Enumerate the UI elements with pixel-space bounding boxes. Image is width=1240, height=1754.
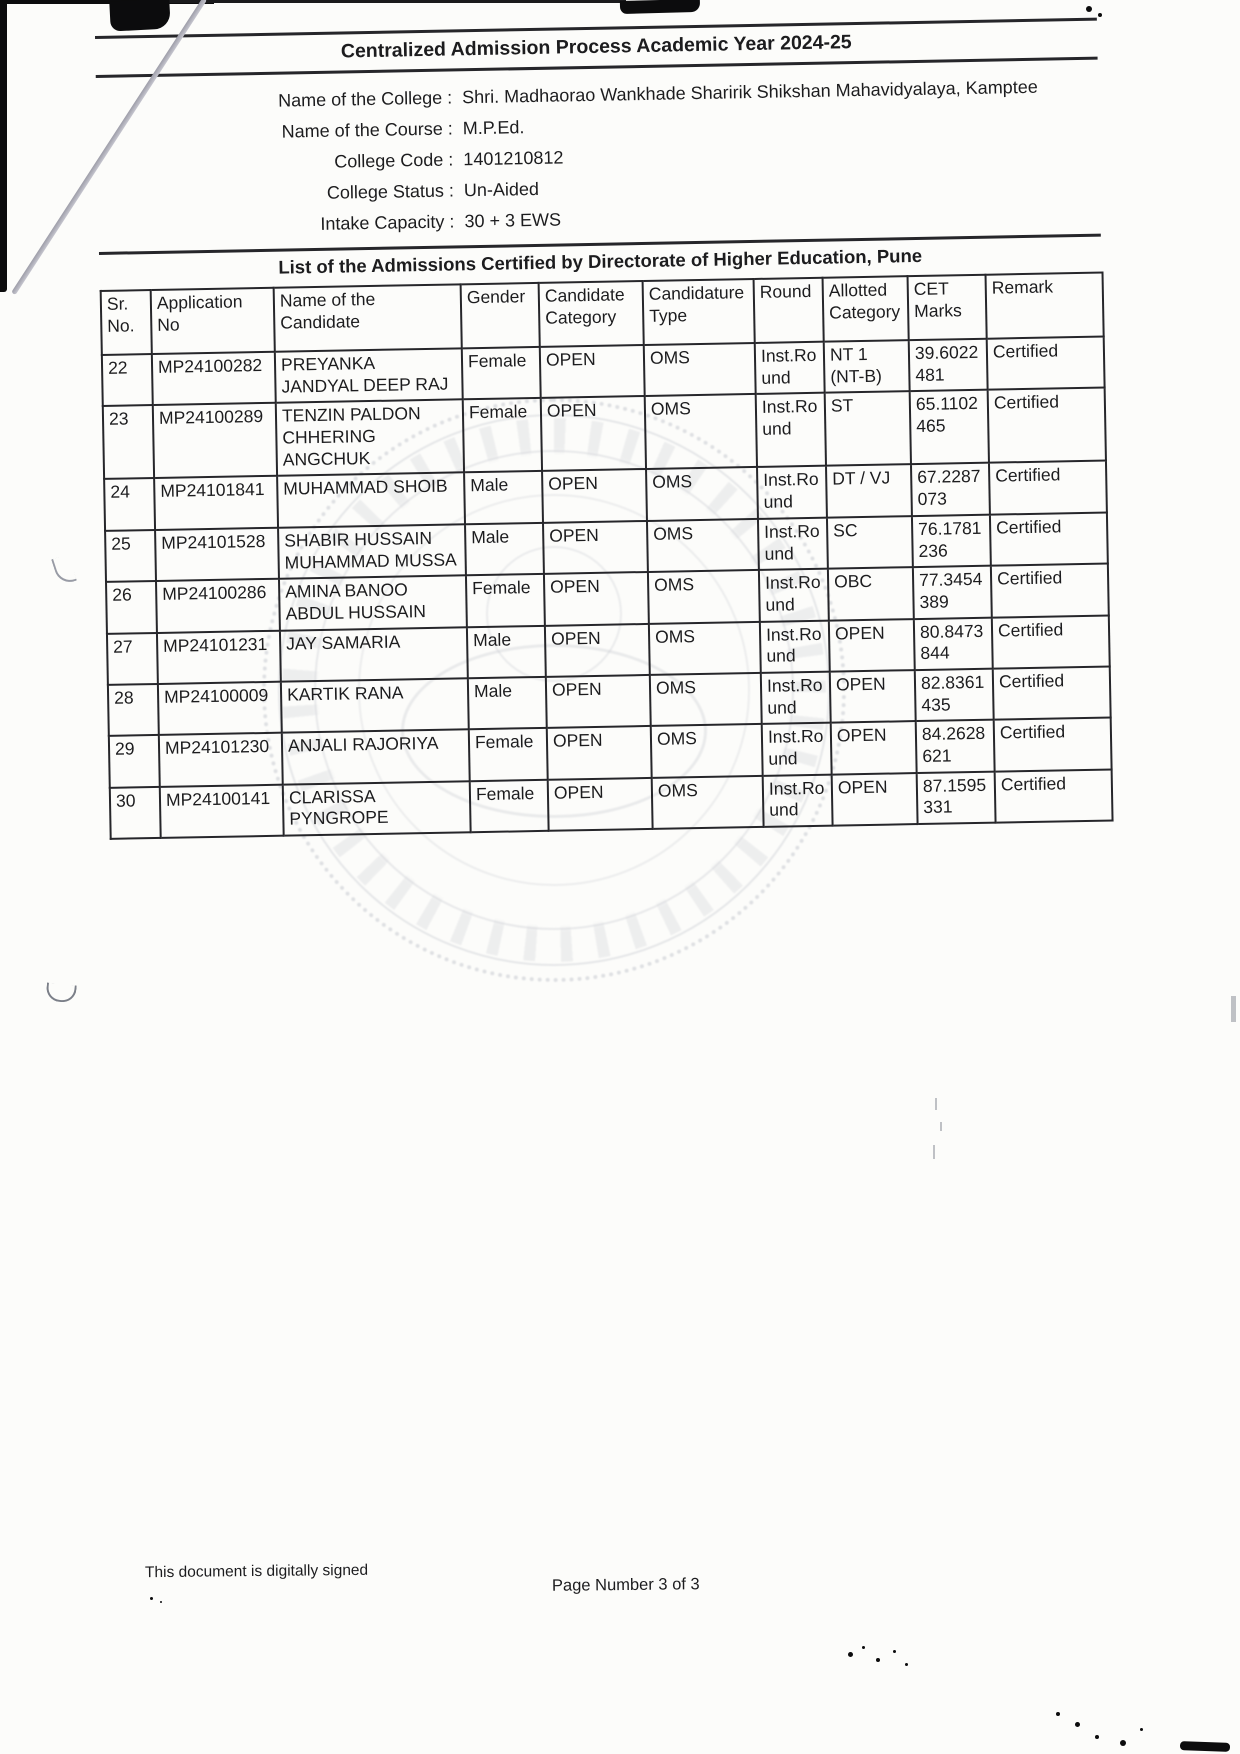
scan-artifact-speck	[1056, 1712, 1060, 1716]
cell: Certified	[988, 388, 1106, 463]
cell: Female	[466, 574, 545, 627]
cell: ST	[825, 392, 911, 467]
cell: TENZIN PALDON CHHERING ANGCHUK	[276, 400, 464, 476]
cell: OPEN	[830, 670, 916, 723]
column-header: Sr. No.	[101, 290, 152, 355]
scan-artifact-dot	[1098, 13, 1102, 17]
college-info-block	[96, 60, 1101, 252]
cell: OMS	[644, 343, 756, 396]
cell: OMS	[650, 673, 762, 726]
scan-artifact-speck	[893, 1650, 896, 1653]
cell: Inst.Round	[756, 393, 826, 467]
column-header: Gender	[461, 283, 540, 348]
cell: OMS	[645, 394, 757, 469]
cell: MP24100009	[158, 682, 282, 736]
cell: 87.1595331	[917, 771, 996, 824]
cell: 24	[104, 478, 155, 530]
scan-artifact-top-line	[168, 0, 626, 3]
cell: 80.8473844	[914, 617, 993, 670]
cell: OMS	[649, 621, 761, 674]
cell: OMS	[647, 519, 759, 572]
scan-artifact-dot	[1086, 6, 1092, 12]
cell: 28	[108, 684, 159, 736]
cell: MP24101231	[157, 630, 281, 684]
cell: SHABIR HUSSAIN MUHAMMAD MUSSA	[278, 524, 466, 579]
info-label: College Code :	[334, 149, 454, 172]
column-header: Name of the Candidate	[274, 284, 462, 351]
document-title: Centralized Admission Process Academic Year 2024-25	[95, 18, 1098, 78]
cell: OMS	[651, 724, 763, 777]
cell: MP24101528	[155, 528, 279, 582]
scanned-document	[95, 18, 1112, 840]
cell: OMS	[646, 467, 758, 520]
cell: Inst.Round	[758, 517, 828, 570]
cell: MP24101841	[154, 476, 278, 530]
cell: MP24100289	[153, 403, 277, 478]
scan-artifact-pen-mark	[45, 982, 77, 1003]
scan-artifact-blob	[109, 0, 170, 32]
cell: 39.6022481	[909, 339, 988, 392]
cell: NT 1 (NT-B)	[824, 340, 910, 393]
column-header: CET Marks	[908, 275, 987, 340]
scan-artifact-speck	[1120, 1740, 1126, 1746]
cell: Certified	[987, 337, 1105, 391]
cell: Certified	[992, 615, 1110, 669]
cell: Female	[469, 728, 548, 781]
cell: OPEN	[544, 572, 649, 625]
scan-artifact-top-mark	[620, 0, 700, 14]
scan-artifact-smear	[1180, 1741, 1230, 1752]
column-header: Application No	[151, 288, 275, 354]
column-header: Candidate Category	[539, 281, 644, 347]
column-header: Remark	[986, 273, 1104, 339]
cell: AMINA BANOO ABDUL HUSSAIN	[279, 575, 467, 630]
cell: Inst.Round	[755, 342, 825, 395]
scan-artifact-streak	[940, 1122, 942, 1131]
cell: OMS	[648, 570, 760, 623]
cell: 30	[110, 787, 161, 839]
cell: Certified	[994, 718, 1112, 772]
column-header: Round	[754, 278, 824, 343]
cell: Female	[462, 347, 541, 400]
cell: OPEN	[545, 624, 650, 677]
scan-artifact-speck	[1095, 1735, 1099, 1739]
cell: Inst.Round	[757, 466, 827, 519]
cell: 23	[103, 405, 154, 479]
cell: Female	[470, 780, 549, 833]
scan-artifact-speck	[905, 1663, 908, 1666]
cell: OMS	[652, 776, 764, 829]
cell: PREYANKA JANDYAL DEEP RAJ	[275, 348, 463, 403]
cell: 26	[106, 581, 157, 633]
cell: Certified	[995, 769, 1113, 823]
cell: CLARISSA PYNGROPE	[283, 781, 471, 836]
scan-artifact-streak	[933, 1145, 935, 1159]
scan-artifact-streak	[1231, 996, 1236, 1022]
cell: 77.3454389	[913, 566, 992, 619]
cell: DT / VJ	[826, 465, 912, 518]
cell: 27	[107, 633, 158, 685]
scan-artifact-speck	[862, 1646, 865, 1649]
cell: 25	[105, 530, 156, 582]
scan-artifact-left-edge	[0, 0, 7, 292]
page-number: Page Number 3 of 3	[551, 1575, 700, 1595]
info-value: 30 + 3 EWS	[464, 209, 562, 232]
column-header: Allotted Category	[823, 276, 909, 342]
cell: 65.1102465	[910, 390, 989, 464]
cell: Inst.Round	[762, 723, 832, 776]
cell: Inst.Round	[760, 620, 830, 673]
cell: MP24100286	[156, 579, 280, 633]
cell: KARTIK RANA	[281, 678, 469, 733]
cell: 67.2287073	[911, 463, 990, 516]
cell: OPEN	[541, 396, 646, 471]
cell: MP24100141	[160, 784, 284, 838]
cell: OPEN	[547, 726, 652, 779]
column-header: Candidature Type	[643, 279, 755, 345]
cell: SC	[827, 516, 913, 569]
cell: Certified	[990, 512, 1108, 566]
info-value: 1401210812	[463, 147, 564, 170]
cell: Inst.Round	[763, 774, 833, 827]
info-label: Name of the Course :	[281, 118, 453, 142]
cell: JAY SAMARIA	[280, 627, 468, 682]
cell: 29	[109, 735, 160, 787]
cell: Certified	[989, 461, 1107, 515]
scan-artifact-speck	[876, 1658, 880, 1662]
info-label: College Status :	[326, 180, 455, 203]
cell: Male	[464, 471, 543, 524]
info-label: Name of the College :	[277, 87, 453, 111]
scan-artifact-pen-mark	[51, 554, 77, 586]
admissions-table	[100, 272, 1114, 840]
cell: Certified	[991, 564, 1109, 618]
table-body	[102, 337, 1113, 839]
cell: Male	[465, 523, 544, 576]
cell: OPEN	[548, 778, 653, 831]
cell: OBC	[828, 567, 914, 620]
info-value: Shri. Madhaorao Wankhade Sharirik Shikshan Mahavidyalaya, Kamptee	[462, 76, 1038, 108]
cell: 22	[102, 354, 153, 406]
section-title: List of the Admissions Certified by Directorate of Higher Education, Pune	[99, 234, 1102, 290]
cell: Inst.Round	[759, 569, 829, 622]
cell: Female	[463, 398, 542, 472]
cell: OPEN	[543, 521, 648, 574]
cell: Certified	[993, 666, 1111, 720]
cell: Inst.Round	[761, 672, 831, 725]
cell: OPEN	[546, 675, 651, 728]
cell: 82.8361435	[915, 669, 994, 722]
cell: MP24101230	[159, 733, 283, 787]
scan-artifact-speck	[150, 1597, 153, 1600]
cell: MUHAMMAD SHOIB	[277, 473, 465, 528]
cell: OPEN	[829, 619, 915, 672]
info-value: M.P.Ed.	[462, 117, 525, 139]
cell: 76.1781236	[912, 514, 991, 567]
cell: OPEN	[540, 345, 645, 398]
scan-artifact-speck	[160, 1601, 162, 1603]
info-value: Un-Aided	[463, 178, 540, 201]
cell: OPEN	[542, 469, 647, 522]
cell: 84.2628621	[916, 720, 995, 773]
cell: Male	[468, 677, 547, 730]
cell: Male	[467, 625, 546, 678]
cell: OPEN	[832, 773, 918, 826]
scan-artifact-speck	[1140, 1728, 1143, 1731]
cell: ANJALI RAJORIYA	[282, 730, 470, 785]
info-label: Intake Capacity :	[320, 211, 455, 234]
scan-artifact-streak	[935, 1098, 937, 1110]
cell: MP24100282	[152, 352, 276, 406]
scan-artifact-speck	[1075, 1722, 1080, 1727]
cell: OPEN	[831, 721, 917, 774]
digital-signature-note: This document is digitally signed	[144, 1561, 369, 1582]
scan-artifact-speck	[848, 1652, 853, 1657]
